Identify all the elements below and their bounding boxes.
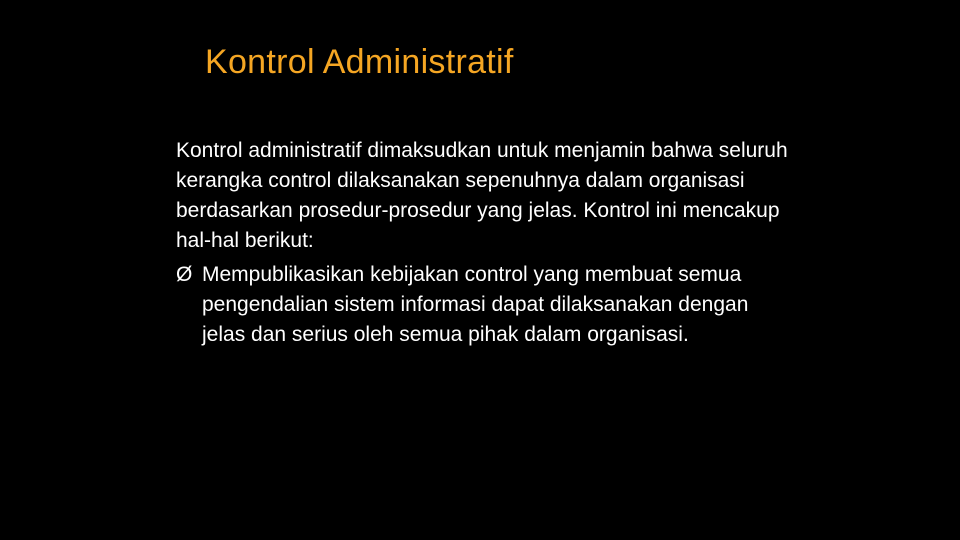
bullet-item	[176, 260, 796, 350]
bullet-text: Mempublikasikan kebijakan control yang membuat semua pengendalian sistem informasi dapat dilaksanakan dengan jelas dan serius oleh semua pihak dalam organisasi.	[202, 263, 749, 346]
slide-title: Kontrol Administratif	[205, 43, 514, 81]
intro-paragraph: Kontrol administratif dimaksudkan untuk menjamin bahwa seluruh kerangka control dilaksanakan sepenuhnya dalam organisasi berdasarkan prosedur-prosedur yang jelas. Kontrol ini mencakup hal-hal berikut:	[176, 139, 788, 252]
arrow-bullet-icon: Ø	[176, 263, 193, 286]
slide-body	[176, 136, 796, 350]
